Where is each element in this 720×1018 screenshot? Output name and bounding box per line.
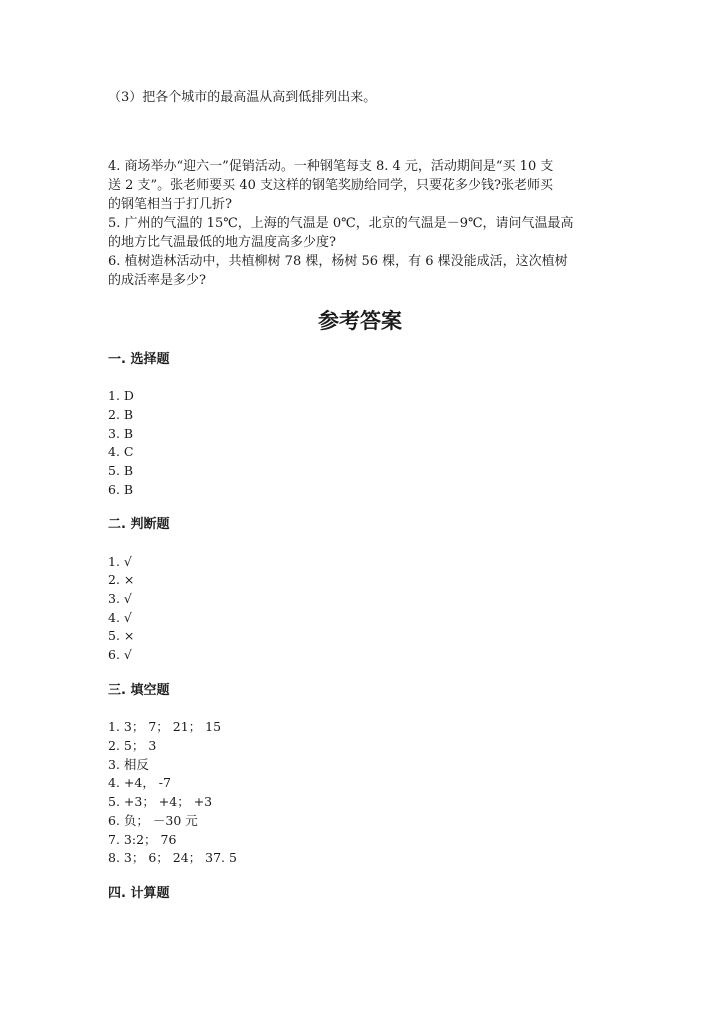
section-heading-fill-blank: 三. 填空题 xyxy=(108,683,170,698)
question-4-line-3: 的钢笔相当于打几折? xyxy=(108,197,232,212)
answer-item: 5. +3； +4； +3 xyxy=(108,794,213,809)
answer-key-title: 参考答案 xyxy=(318,309,402,333)
answer-item: 3. √ xyxy=(108,591,132,606)
answer-item: 1. 3； 7； 21； 15 xyxy=(108,719,222,734)
section-heading-judgement: 二. 判断题 xyxy=(108,517,170,532)
answer-item: 4. C xyxy=(108,444,134,459)
answer-item: 5. × xyxy=(108,628,135,643)
answer-item: 3. B xyxy=(108,426,134,441)
question-6-line-2: 的成活率是多少? xyxy=(108,273,206,288)
question-3-sub: （3）把各个城市的最高温从高到低排列出来。 xyxy=(108,90,377,105)
answer-item: 8. 3； 6； 24； 37. 5 xyxy=(108,850,237,865)
answer-item: 1. √ xyxy=(108,554,132,569)
question-4-line-1: 4. 商场举办“迎六一”促销活动。一种钢笔每支 8. 4 元，活动期间是“买 10 支 xyxy=(108,159,554,174)
section-heading-calculation: 四. 计算题 xyxy=(108,886,170,901)
answer-item: 2. B xyxy=(108,407,134,422)
answer-item: 1. D xyxy=(108,388,134,403)
answer-item: 5. B xyxy=(108,463,134,478)
question-4-line-2: 送 2 支”。张老师要买 40 支这样的钢笔奖励给同学，只要花多少钱?张老师买 xyxy=(108,178,553,193)
answer-item: 2. 5； 3 xyxy=(108,738,157,753)
answer-item: 4. +4， -7 xyxy=(108,775,171,790)
answer-item: 6. 负； －30 元 xyxy=(108,813,198,828)
answer-item: 6. √ xyxy=(108,647,132,662)
section-heading-choice: 一. 选择题 xyxy=(108,352,170,367)
answer-item: 3. 相反 xyxy=(108,757,149,772)
answer-item: 4. √ xyxy=(108,610,132,625)
question-6-line-1: 6. 植树造林活动中，共植柳树 78 棵，杨树 56 棵，有 6 棵没能成活，这次植树 xyxy=(108,254,568,269)
answer-item: 2. × xyxy=(108,572,135,587)
question-5-line-2: 的地方比气温最低的地方温度高多少度? xyxy=(108,235,336,250)
question-5-line-1: 5. 广州的气温的 15℃，上海的气温是 0℃，北京的气温是－9℃，请问气温最高 xyxy=(108,216,574,231)
answer-item: 7. 3:2； 76 xyxy=(108,832,177,847)
answer-item: 6. B xyxy=(108,482,134,497)
